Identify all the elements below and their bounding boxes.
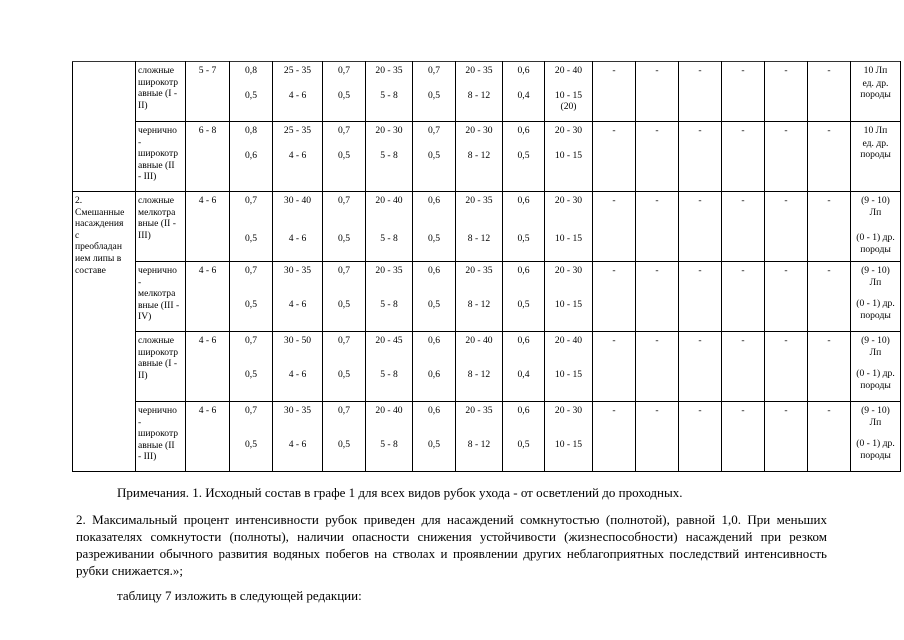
- cell-value-top: 20 - 30: [375, 125, 403, 136]
- age-cell: 5 - 7: [186, 62, 230, 122]
- composition-cell: [851, 332, 901, 402]
- cell-value-bottom: 4 - 6: [288, 438, 307, 450]
- dash-cell: -: [679, 192, 722, 262]
- cell-value-top: 0,7: [245, 335, 257, 346]
- cell-value-bottom: 8 - 12: [467, 89, 491, 101]
- value-cell: [413, 62, 456, 122]
- dash-cell: -: [679, 122, 722, 192]
- cell-value-top: 0,7: [338, 335, 350, 346]
- cell-value-bottom: ед. др. породы: [860, 137, 891, 161]
- cell-value-bottom: 0,5: [428, 89, 440, 101]
- dash-cell: -: [808, 192, 851, 262]
- dash-cell: -: [593, 262, 636, 332]
- cell-value-top: 20 - 40: [554, 65, 583, 76]
- table-row: [73, 332, 901, 402]
- value-cell: [273, 332, 323, 402]
- cell-value-bottom: 5 - 8: [380, 232, 398, 244]
- value-cell: [230, 122, 273, 192]
- cell-value-bottom: 0,5: [428, 298, 440, 310]
- value-cell: [366, 402, 413, 472]
- cell-value-bottom: 4 - 6: [288, 149, 307, 161]
- value-cell: [273, 262, 323, 332]
- cell-value-top: 30 - 50: [283, 335, 312, 346]
- cell-value-bottom: 5 - 8: [380, 368, 398, 380]
- cell-value-bottom: 8 - 12: [467, 368, 491, 380]
- age-cell: 4 - 6: [186, 402, 230, 472]
- dash-cell: -: [593, 122, 636, 192]
- value-cell: [545, 332, 593, 402]
- cell-value-bottom: 4 - 6: [288, 368, 307, 380]
- value-cell: [545, 262, 593, 332]
- value-cell: [273, 402, 323, 472]
- cell-value-top: 0,7: [338, 265, 350, 276]
- dash-cell: -: [636, 62, 679, 122]
- dash-cell: -: [636, 402, 679, 472]
- value-cell: [545, 192, 593, 262]
- table-body: [73, 62, 901, 472]
- cell-value-bottom: ед. др. породы: [860, 77, 891, 101]
- value-cell: [456, 62, 503, 122]
- cell-value-top: 30 - 35: [283, 405, 312, 416]
- cell-value-top: (9 - 10) Лп: [861, 195, 890, 218]
- cell-value-top: (9 - 10) Лп: [861, 265, 890, 288]
- cell-value-bottom: (0 - 1) др. породы: [856, 298, 895, 321]
- value-cell: [323, 122, 366, 192]
- composition-cell: [851, 62, 901, 122]
- value-cell: [366, 192, 413, 262]
- cell-value-top: 20 - 30: [554, 265, 583, 276]
- cell-value-top: 20 - 35: [465, 265, 493, 276]
- cell-value-bottom: 10 - 15: [554, 149, 583, 161]
- dash-cell: -: [808, 402, 851, 472]
- dash-cell: -: [636, 332, 679, 402]
- value-cell: [503, 122, 545, 192]
- value-cell: [366, 122, 413, 192]
- cell-value-bottom: (0 - 1) др. породы: [856, 232, 895, 255]
- value-cell: [545, 122, 593, 192]
- table-row: [73, 122, 901, 192]
- cell-value-bottom: 0,5: [338, 298, 350, 310]
- value-cell: [503, 192, 545, 262]
- composition-cell: [851, 262, 901, 332]
- group-cell-empty: [73, 62, 136, 192]
- cell-value-bottom: 5 - 8: [380, 149, 398, 161]
- cell-value-top: 0,8: [245, 65, 257, 76]
- cell-value-top: 30 - 35: [283, 265, 312, 276]
- cell-value-top: 0,6: [517, 65, 530, 76]
- value-cell: [273, 122, 323, 192]
- cell-value-bottom: 8 - 12: [467, 438, 491, 450]
- cell-value-bottom: 10 - 15: [554, 438, 583, 450]
- value-cell: [366, 332, 413, 402]
- cell-value-top: 0,6: [517, 265, 530, 276]
- cell-value-bottom: 8 - 12: [467, 149, 491, 161]
- value-cell: [323, 332, 366, 402]
- cell-value-bottom: (0 - 1) др. породы: [856, 368, 895, 391]
- cell-value-top: 20 - 30: [554, 405, 583, 416]
- cell-value-bottom: 0,4: [517, 89, 530, 101]
- dash-cell: -: [636, 122, 679, 192]
- cell-value-bottom: 4 - 6: [288, 232, 307, 244]
- value-cell: [413, 262, 456, 332]
- cell-value-bottom: 10 - 15: [554, 368, 583, 380]
- cell-value-top: 0,7: [428, 65, 440, 76]
- value-cell: [366, 62, 413, 122]
- cell-value-top: 0,6: [428, 265, 440, 276]
- cell-value-top: 10 Лп: [863, 65, 888, 76]
- cell-value-top: 20 - 40: [375, 195, 403, 206]
- value-cell: [413, 332, 456, 402]
- cell-value-top: 20 - 40: [554, 335, 583, 346]
- dash-cell: -: [679, 402, 722, 472]
- value-cell: [230, 192, 273, 262]
- cell-value-top: 0,7: [245, 195, 257, 206]
- value-cell: [366, 262, 413, 332]
- value-cell: [456, 332, 503, 402]
- dash-cell: -: [679, 332, 722, 402]
- cell-value-bottom: 0,5: [517, 232, 530, 244]
- cell-value-top: 0,6: [428, 335, 440, 346]
- cell-value-bottom: 0,5: [245, 232, 257, 244]
- dash-cell: -: [765, 402, 808, 472]
- dash-cell: -: [722, 402, 765, 472]
- cell-value-top: 0,8: [245, 125, 257, 136]
- cell-value-bottom: 0,5: [338, 89, 350, 101]
- age-cell: 4 - 6: [186, 332, 230, 402]
- value-cell: [323, 262, 366, 332]
- forest-type-cell: сложные широкотр авные (I - II): [136, 62, 186, 122]
- value-cell: [230, 262, 273, 332]
- cell-value-bottom: 0,5: [428, 232, 440, 244]
- cell-value-top: 0,6: [517, 125, 530, 136]
- cell-value-bottom: 0,5: [428, 149, 440, 161]
- cell-value-bottom: 5 - 8: [380, 89, 398, 101]
- table-row: [73, 62, 901, 122]
- age-cell: 4 - 6: [186, 192, 230, 262]
- cell-value-bottom: 8 - 12: [467, 232, 491, 244]
- cell-value-bottom: 0,5: [517, 298, 530, 310]
- value-cell: [545, 402, 593, 472]
- value-cell: [323, 62, 366, 122]
- cell-value-top: 20 - 35: [375, 265, 403, 276]
- cell-value-bottom: 0,5: [245, 298, 257, 310]
- thinning-norms-table: [72, 61, 901, 472]
- cell-value-top: 20 - 35: [465, 65, 493, 76]
- cell-value-top: 20 - 35: [465, 195, 493, 206]
- cell-value-bottom: 0,5: [338, 438, 350, 450]
- cell-value-top: 20 - 30: [554, 125, 583, 136]
- forest-type-cell: чернично - мелкотра вные (III - IV): [136, 262, 186, 332]
- cell-value-top: 20 - 35: [465, 405, 493, 416]
- cell-value-bottom: 0,5: [338, 232, 350, 244]
- cell-value-bottom: 0,5: [245, 89, 257, 101]
- age-cell: 4 - 6: [186, 262, 230, 332]
- dash-cell: -: [722, 62, 765, 122]
- cell-value-top: 20 - 30: [465, 125, 493, 136]
- dash-cell: -: [593, 192, 636, 262]
- dash-cell: -: [765, 62, 808, 122]
- cell-value-top: 0,6: [428, 405, 440, 416]
- cell-value-bottom: (0 - 1) др. породы: [856, 438, 895, 461]
- cell-value-top: 0,7: [338, 125, 350, 136]
- composition-cell: [851, 192, 901, 262]
- value-cell: [456, 192, 503, 262]
- cell-value-bottom: 0,5: [245, 368, 257, 380]
- cell-value-top: 0,7: [338, 195, 350, 206]
- cell-value-top: 20 - 40: [465, 335, 493, 346]
- dash-cell: -: [722, 332, 765, 402]
- cell-value-top: 0,6: [517, 335, 530, 346]
- dash-cell: -: [808, 62, 851, 122]
- dash-cell: -: [722, 122, 765, 192]
- dash-cell: -: [722, 262, 765, 332]
- value-cell: [323, 402, 366, 472]
- value-cell: [230, 62, 273, 122]
- note-1: Примечания. 1. Исходный состав в графе 1 для всех видов рубок ухода - от осветлений до проходных.: [117, 485, 683, 500]
- value-cell: [273, 192, 323, 262]
- table-row: [73, 262, 901, 332]
- value-cell: [323, 192, 366, 262]
- dash-cell: -: [808, 262, 851, 332]
- forest-type-cell: сложные мелкотра вные (II - III): [136, 192, 186, 262]
- value-cell: [413, 122, 456, 192]
- table-7-intro: таблицу 7 изложить в следующей редакции:: [117, 588, 362, 603]
- table-row: [73, 402, 901, 472]
- cell-value-top: 0,7: [338, 65, 350, 76]
- cell-value-top: 0,7: [428, 125, 440, 136]
- cell-value-bottom: 0,5: [428, 438, 440, 450]
- cell-value-bottom: 4 - 6: [288, 89, 307, 101]
- dash-cell: -: [593, 402, 636, 472]
- value-cell: [503, 402, 545, 472]
- dash-cell: -: [722, 192, 765, 262]
- value-cell: [545, 62, 593, 122]
- value-cell: [456, 262, 503, 332]
- cell-value-top: (9 - 10) Лп: [861, 405, 890, 428]
- value-cell: [456, 402, 503, 472]
- value-cell: [503, 332, 545, 402]
- dash-cell: -: [765, 122, 808, 192]
- cell-value-top: 0,7: [245, 265, 257, 276]
- cell-value-top: 20 - 40: [375, 405, 403, 416]
- cell-value-bottom: 5 - 8: [380, 438, 398, 450]
- cell-value-bottom: 0,6: [428, 368, 440, 380]
- dash-cell: -: [765, 192, 808, 262]
- cell-value-top: 20 - 45: [375, 335, 403, 346]
- cell-value-bottom: 10 - 15 (20): [554, 89, 583, 113]
- dash-cell: -: [765, 332, 808, 402]
- dash-cell: -: [636, 192, 679, 262]
- cell-value-top: (9 - 10) Лп: [861, 335, 890, 358]
- cell-value-bottom: 0,5: [517, 149, 530, 161]
- cell-value-bottom: 8 - 12: [467, 298, 491, 310]
- value-cell: [230, 402, 273, 472]
- cell-value-top: 20 - 35: [375, 65, 403, 76]
- dash-cell: -: [679, 62, 722, 122]
- value-cell: [503, 262, 545, 332]
- composition-cell: [851, 402, 901, 472]
- value-cell: [273, 62, 323, 122]
- cell-value-bottom: 0,5: [517, 438, 530, 450]
- value-cell: [413, 192, 456, 262]
- cell-value-bottom: 0,4: [517, 368, 530, 380]
- dash-cell: -: [808, 332, 851, 402]
- cell-value-bottom: 4 - 6: [288, 298, 307, 310]
- value-cell: [456, 122, 503, 192]
- cell-value-top: 30 - 40: [283, 195, 312, 206]
- composition-cell: [851, 122, 901, 192]
- value-cell: [503, 62, 545, 122]
- group-cell: 2. Смешанные насаждения с преобладан ием липы в составе: [73, 192, 136, 472]
- cell-value-top: 25 - 35: [283, 65, 312, 76]
- cell-value-bottom: 10 - 15: [554, 232, 583, 244]
- dash-cell: -: [593, 62, 636, 122]
- cell-value-top: 0,6: [428, 195, 440, 206]
- cell-value-top: 20 - 30: [554, 195, 583, 206]
- dash-cell: -: [679, 262, 722, 332]
- dash-cell: -: [636, 262, 679, 332]
- cell-value-bottom: 0,5: [245, 438, 257, 450]
- age-cell: 6 - 8: [186, 122, 230, 192]
- cell-value-top: 0,6: [517, 195, 530, 206]
- forest-type-cell: чернично - широкотр авные (II - III): [136, 122, 186, 192]
- cell-value-bottom: 5 - 8: [380, 298, 398, 310]
- dash-cell: -: [808, 122, 851, 192]
- dash-cell: -: [593, 332, 636, 402]
- table-row: [73, 192, 901, 262]
- forest-type-cell: чернично - широкотр авные (II - III): [136, 402, 186, 472]
- value-cell: [230, 332, 273, 402]
- cell-value-bottom: 0,5: [338, 149, 350, 161]
- cell-value-bottom: 0,6: [245, 149, 257, 161]
- cell-value-top: 10 Лп: [863, 125, 888, 136]
- cell-value-bottom: 0,5: [338, 368, 350, 380]
- cell-value-bottom: 10 - 15: [554, 298, 583, 310]
- note-2: 2. Максимальный процент интенсивности рубок приведен для насаждений сомкнутостью (полнотой), равной 1,0. При меньших показателях сомкнутости (полноты), наличии опасности снижения устойчивости (жизнеспособности) насаждений при резком разреживании обычного развития водяных побегов на стволах и проявлении других неблагоприятных последствий интенсивность рубки снижается.»;: [76, 512, 827, 578]
- cell-value-top: 25 - 35: [283, 125, 312, 136]
- cell-value-top: 0,7: [338, 405, 350, 416]
- forest-type-cell: сложные широкотр авные (I - II): [136, 332, 186, 402]
- value-cell: [413, 402, 456, 472]
- cell-value-top: 0,6: [517, 405, 530, 416]
- dash-cell: -: [765, 262, 808, 332]
- cell-value-top: 0,7: [245, 405, 257, 416]
